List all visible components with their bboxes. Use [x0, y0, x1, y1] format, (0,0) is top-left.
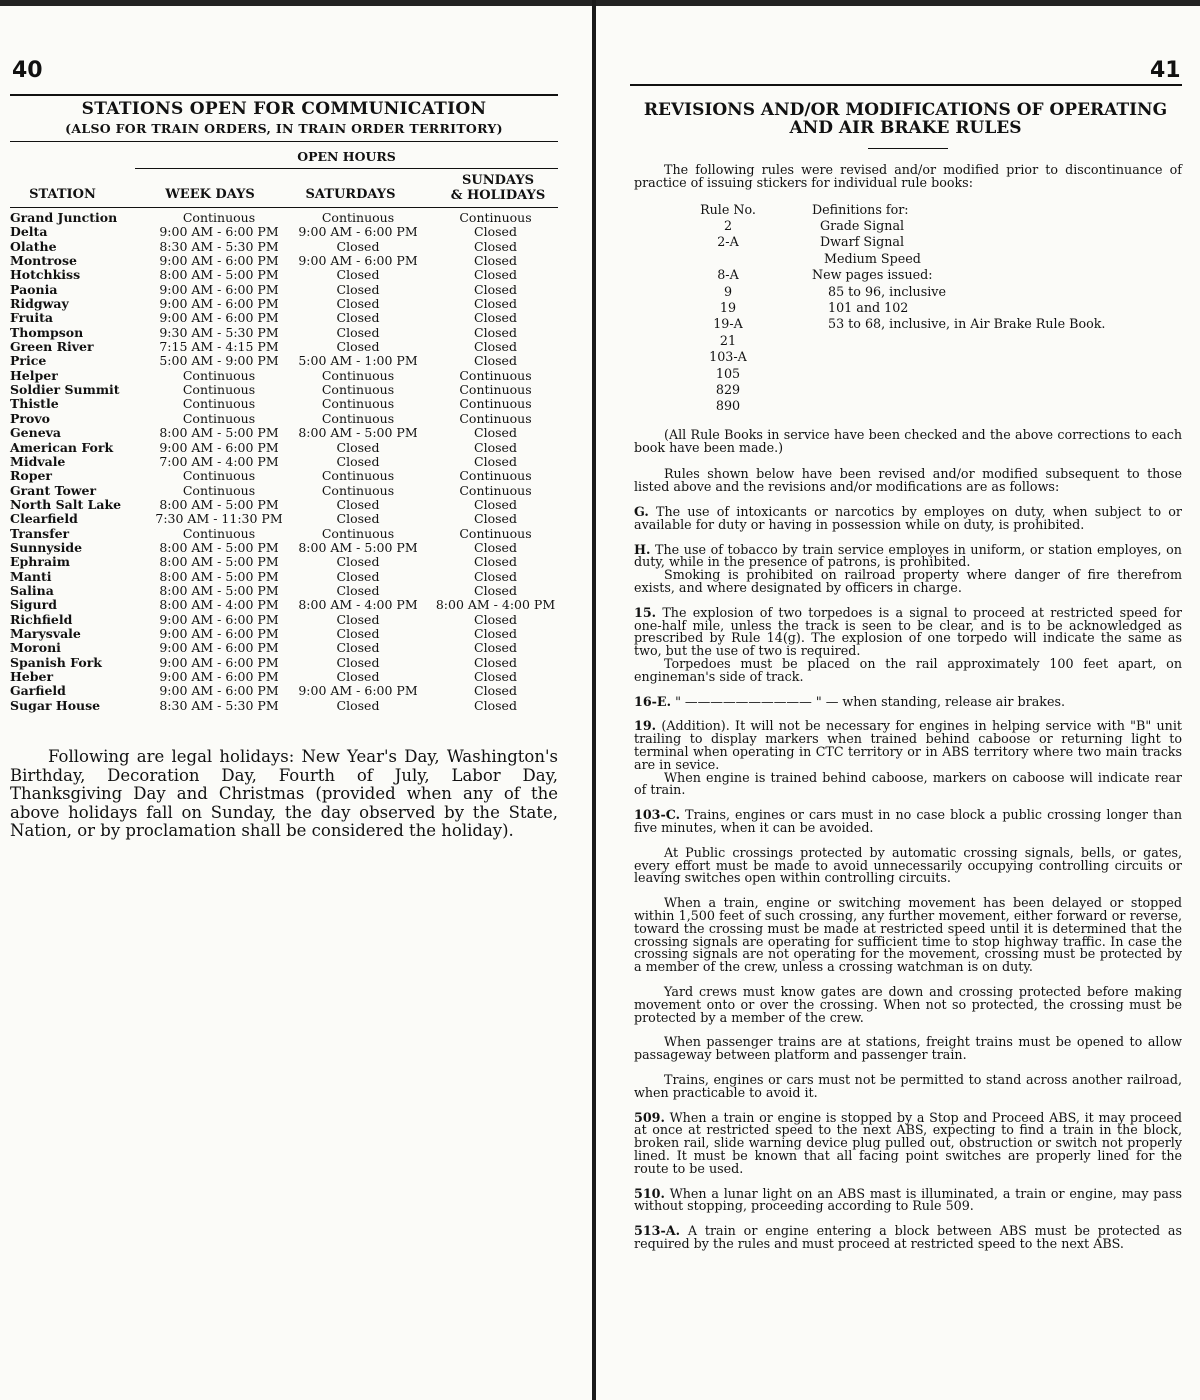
rule-definition: 101 and 102	[828, 300, 909, 316]
station-row	[10, 527, 568, 541]
intro-paragraph: The following rules were revised and/or modified prior to discontinuance of practice of issuing stickers for individual rule books:	[634, 162, 1182, 190]
sundays-hours: Closed	[474, 611, 517, 627]
col-station: STATION	[29, 187, 96, 202]
weekdays-hours: 9:00 AM - 6:00 PM	[159, 296, 279, 312]
weekdays-hours: 9:00 AM - 6:00 PM	[159, 669, 279, 684]
rule-number: 16-E.	[634, 693, 672, 709]
rule-number: 19.	[634, 718, 657, 734]
saturdays-hours: Continuous	[321, 482, 395, 498]
station-row	[10, 297, 568, 311]
rule-definition: New pages issued:	[812, 267, 933, 283]
sundays-hours: Continuous	[459, 367, 532, 383]
weekdays-hours: 9:00 AM - 6:00 PM	[159, 439, 279, 455]
weekdays-hours: 8:30 AM - 5:30 PM	[159, 697, 279, 713]
rule-h	[634, 541, 1182, 570]
rule-text: The use of intoxicants or narcotics by employes on duty, when subject to or available for duty or having in possession while on duty, is prohibited.	[634, 504, 1182, 532]
rule-no: 2	[723, 218, 733, 233]
sundays-hours: Continuous	[459, 525, 532, 541]
weekdays-hours: 8:00 AM - 5:00 PM	[159, 554, 279, 570]
sundays-hours: Closed	[474, 625, 517, 641]
weekdays-hours: 8:00 AM - 5:00 PM	[159, 568, 279, 584]
station-name: Sigurd	[10, 597, 57, 613]
rule-list-row	[660, 382, 1105, 398]
station-name: American Fork	[10, 439, 114, 455]
station-row	[10, 240, 568, 254]
rule-list-row	[660, 316, 1105, 332]
station-row	[10, 555, 568, 569]
station-row	[10, 354, 568, 368]
saturdays-hours: Continuous	[321, 210, 395, 225]
saturdays-hours: Continuous	[321, 468, 395, 484]
sundays-hours: Closed	[474, 697, 517, 713]
station-name: Geneva	[10, 425, 62, 441]
weekdays-hours: 9:00 AM - 6:00 PM	[159, 611, 279, 627]
saturdays-hours: 9:00 AM - 6:00 PM	[298, 683, 418, 699]
weekdays-hours: Continuous	[182, 482, 256, 498]
station-name: Grand Junction	[10, 210, 118, 225]
weekdays-hours: 7:30 AM - 11:30 PM	[155, 511, 283, 527]
rule-510	[634, 1185, 1182, 1214]
station-row	[10, 412, 568, 426]
rule-text: When a train or engine is stopped by a Stop and Proceed ABS, it may proceed at once at restricted speed to the next ABS, expecting to find a train in the block, broken rail, slide warning device plug pulled out, obstruction or switch not properly lined. It must be known that all facing point switches are properly lined for the route to be used.	[634, 1109, 1182, 1176]
open-hours-label: OPEN HOURS	[297, 149, 396, 164]
station-name: North Salt Lake	[10, 496, 122, 512]
weekdays-hours: 8:00 AM - 4:00 PM	[159, 597, 279, 613]
definitions-header: Definitions for:	[812, 201, 909, 217]
rule-text: Trains, engines or cars must in no case block a public crossing longer than five minutes, when it can be avoided.	[634, 807, 1182, 835]
rule-no: 103-A	[709, 349, 747, 365]
weekdays-hours: Continuous	[182, 396, 256, 412]
station-row	[10, 455, 568, 469]
right-page	[598, 0, 1200, 1400]
saturdays-hours: Closed	[336, 453, 380, 469]
rule-103c-p3: Yard crews must know gates are down and crossing protected before making movement onto or over the crossing. When not so protected, the crossing must be protected by a member of the crew.	[634, 983, 1182, 1025]
station-name: Clearfield	[10, 511, 78, 527]
rule-definition: 53 to 68, inclusive, in Air Brake Rule Book.	[828, 316, 1106, 332]
rule-103c-p5: Trains, engines or cars must not be permitted to stand across another railroad, when practicable to avoid it.	[634, 1071, 1182, 1100]
rule-no: 829	[715, 382, 741, 398]
rule-number: 510.	[634, 1185, 665, 1201]
weekdays-hours: 7:00 AM - 4:00 PM	[159, 453, 279, 469]
col-sundays-line1: SUNDAYS	[462, 173, 534, 188]
sundays-hours: Closed	[474, 253, 517, 269]
station-name: Sunnyside	[10, 539, 83, 555]
sundays-hours: Closed	[474, 669, 517, 684]
saturdays-hours: Continuous	[321, 382, 395, 398]
station-name: Heber	[10, 669, 54, 684]
sundays-hours: Closed	[474, 281, 517, 297]
weekdays-hours: 7:15 AM - 4:15 PM	[159, 339, 279, 355]
col-weekdays: WEEK DAYS	[165, 187, 255, 202]
rule-list-row	[660, 218, 1105, 234]
station-row	[10, 613, 568, 627]
saturdays-hours: Closed	[336, 310, 380, 326]
station-name: Marysvale	[10, 625, 81, 641]
table-header-rule	[10, 207, 558, 208]
saturdays-hours: Closed	[336, 554, 380, 570]
station-name: Hotchkiss	[10, 267, 81, 283]
station-row	[10, 469, 568, 483]
saturdays-hours: 9:00 AM - 6:00 PM	[298, 224, 418, 240]
station-row	[10, 641, 568, 655]
saturdays-hours: Closed	[336, 281, 380, 297]
weekdays-hours: 5:00 AM - 9:00 PM	[159, 353, 279, 369]
rule-no	[660, 251, 812, 267]
rule-no: 9	[723, 283, 733, 299]
sundays-hours: Closed	[474, 353, 517, 369]
stations-table	[10, 211, 568, 713]
station-row	[10, 225, 568, 239]
saturdays-hours: Closed	[336, 625, 380, 641]
rule-15	[634, 604, 1182, 659]
sundays-hours: Closed	[474, 267, 517, 283]
rule-text: " —————————— " — when standing, release air brakes.	[675, 693, 1066, 709]
saturdays-hours: Closed	[336, 238, 380, 254]
sundays-hours: Continuous	[459, 410, 532, 426]
page-title: STATIONS OPEN FOR COMMUNICATION	[81, 99, 487, 119]
rule-list-row	[660, 398, 1105, 414]
left-page	[0, 0, 590, 1400]
station-name: Midvale	[10, 453, 66, 469]
station-row	[10, 627, 568, 641]
saturdays-hours: Closed	[336, 654, 380, 670]
sundays-hours: Closed	[474, 582, 517, 598]
rule-definition: 85 to 96, inclusive	[828, 283, 946, 299]
station-name: Thompson	[10, 324, 84, 340]
sundays-hours: Continuous	[459, 482, 532, 498]
sundays-hours: Continuous	[459, 468, 532, 484]
station-row	[10, 283, 568, 297]
weekdays-hours: Continuous	[182, 468, 256, 484]
rule-16e	[634, 693, 1182, 709]
sundays-hours: Closed	[474, 439, 517, 455]
page-title	[628, 101, 1183, 137]
saturdays-hours: 9:00 AM - 6:00 PM	[298, 253, 418, 269]
station-name: Helper	[10, 367, 58, 383]
sundays-hours: Continuous	[459, 396, 532, 412]
sundays-hours: Closed	[474, 511, 517, 527]
open-hours-rule	[135, 168, 558, 169]
page-number: 40	[12, 58, 43, 83]
station-name: Thistle	[10, 396, 59, 412]
weekdays-hours: 8:30 AM - 5:30 PM	[159, 238, 279, 254]
rule-text: When a lunar light on an ABS mast is illuminated, a train or engine, may pass without stopping, proceeding according to Rule 509.	[634, 1185, 1182, 1214]
station-name: Paonia	[10, 281, 58, 297]
station-name: Grant Tower	[10, 482, 97, 498]
rule-number: 103-C.	[634, 807, 681, 823]
saturdays-hours: 8:00 AM - 4:00 PM	[298, 597, 418, 613]
saturdays-hours: Closed	[336, 669, 380, 684]
station-row	[10, 656, 568, 670]
saturdays-hours: Closed	[336, 296, 380, 312]
station-row	[10, 311, 568, 325]
station-row	[10, 570, 568, 584]
station-row	[10, 441, 568, 455]
station-name: Provo	[10, 410, 50, 426]
legal-holidays-paragraph: Following are legal holidays: New Year's Day, Washington's Birthday, Decoration Day, Fourth of July, Labor Day, Thanksgiving Day and Christmas (provided when any of the above holidays fall on Sunday, the day observed by the State, Nation, or by proclamation shall be considered the holiday).	[10, 747, 558, 840]
station-row	[10, 670, 568, 684]
station-name: Salina	[10, 582, 54, 598]
weekdays-hours: 8:00 AM - 5:00 PM	[159, 496, 279, 512]
saturdays-hours: Closed	[336, 267, 380, 283]
rule-103c-p1: At Public crossings protected by automatic crossing signals, bells, or gates, every effort must be made to avoid unnecessarily occupying controlling circuits or leaving switches open within controlling circuits.	[634, 844, 1182, 886]
rule-no-header: Rule No.	[700, 201, 756, 217]
station-row	[10, 598, 568, 612]
sundays-hours: 8:00 AM - 4:00 PM	[435, 597, 556, 613]
rule-no: 19	[719, 300, 737, 316]
saturdays-hours: 5:00 AM - 1:00 PM	[298, 353, 418, 369]
rule-number: H.	[634, 541, 651, 557]
rule-list-row	[660, 267, 1105, 283]
rule-list-table	[660, 202, 1105, 415]
weekdays-hours: 9:30 AM - 5:30 PM	[159, 324, 279, 340]
rule-no: 2-A	[717, 234, 739, 250]
station-row	[10, 684, 568, 698]
station-name: Price	[10, 353, 47, 369]
header-rule	[630, 84, 1182, 86]
station-row	[10, 541, 568, 555]
station-name: Fruita	[10, 310, 53, 326]
station-row	[10, 498, 568, 512]
station-name: Spanish Fork	[10, 654, 102, 670]
rule-list-row	[660, 300, 1105, 316]
sundays-hours: Continuous	[459, 210, 532, 225]
rule-no: 8-A	[717, 267, 739, 283]
weekdays-hours: Continuous	[182, 525, 256, 541]
sundays-hours: Closed	[474, 453, 517, 469]
sundays-hours: Closed	[474, 496, 517, 512]
rule-definition	[812, 333, 1105, 349]
rule-19-sub: When engine is trained behind caboose, markers on caboose will indicate rear of train.	[634, 769, 1182, 798]
sundays-hours: Closed	[474, 296, 517, 312]
saturdays-hours: Continuous	[321, 396, 395, 412]
station-row	[10, 369, 568, 383]
sundays-hours: Closed	[474, 339, 517, 355]
station-name: Manti	[10, 568, 52, 584]
page-title-line2: AND AIR BRAKE RULES	[789, 118, 1022, 138]
rule-definition	[812, 349, 1105, 365]
weekdays-hours: Continuous	[182, 210, 256, 225]
saturdays-hours: Closed	[336, 324, 380, 340]
saturdays-hours: Closed	[336, 339, 380, 355]
saturdays-hours: Closed	[336, 511, 380, 527]
rule-list-row	[660, 251, 1105, 267]
saturdays-hours: Closed	[336, 611, 380, 627]
weekdays-hours: 9:00 AM - 6:00 PM	[159, 654, 279, 670]
rule-list-row	[660, 349, 1105, 365]
rule-list-row	[660, 333, 1105, 349]
rule-definition: Dwarf Signal	[820, 234, 905, 250]
saturdays-hours: Closed	[336, 439, 380, 455]
subsequent-paragraph: Rules shown below have been revised and/or modified subsequent to those listed above and the revisions and/or modifications are as follows:	[634, 466, 1182, 495]
station-row	[10, 326, 568, 340]
weekdays-hours: 9:00 AM - 6:00 PM	[159, 281, 279, 297]
sundays-hours: Closed	[474, 554, 517, 570]
station-name: Delta	[10, 224, 48, 240]
weekdays-hours: 9:00 AM - 6:00 PM	[159, 640, 279, 656]
sundays-hours: Closed	[474, 238, 517, 254]
station-name: Moroni	[10, 640, 61, 656]
station-row	[10, 211, 568, 225]
station-row	[10, 426, 568, 440]
rules-body	[634, 164, 1182, 1263]
rule-list-row	[660, 234, 1105, 250]
saturdays-hours: Continuous	[321, 410, 395, 426]
title-short-rule	[868, 148, 948, 149]
station-name: Roper	[10, 468, 53, 484]
station-row	[10, 383, 568, 397]
weekdays-hours: 9:00 AM - 6:00 PM	[159, 625, 279, 641]
col-sundays	[423, 173, 573, 203]
saturdays-hours: Closed	[336, 568, 380, 584]
station-row	[10, 584, 568, 598]
rule-509	[634, 1109, 1182, 1176]
sundays-hours: Closed	[474, 425, 517, 441]
sundays-hours: Closed	[474, 640, 517, 656]
rule-text: The explosion of two torpedoes is a signal to proceed at restricted speed for one-half mile, unless the track is seen to be clear, and is to be acknowledged as prescribed by Rule 14(g). The explosion of one torpedo will indicate the same as two, but the use of two is required.	[634, 604, 1182, 659]
station-name: Sugar House	[10, 697, 101, 713]
saturdays-hours: 8:00 AM - 5:00 PM	[298, 425, 418, 441]
rule-number: 15.	[634, 604, 657, 620]
sundays-hours: Closed	[474, 324, 517, 340]
rule-no: 890	[715, 398, 741, 414]
station-name: Olathe	[10, 238, 57, 254]
station-name: Soldier Summit	[10, 382, 120, 398]
weekdays-hours: 9:00 AM - 6:00 PM	[159, 683, 279, 699]
station-name: Transfer	[10, 525, 70, 541]
rule-no: 21	[719, 332, 737, 348]
rule-15-sub: Torpedoes must be placed on the rail approximately 100 feet apart, on engineman's side of track.	[634, 656, 1182, 684]
rule-103c-p2: When a train, engine or switching movement has been delayed or stopped within 1,500 feet of such crossing, any further movement, either forward or reverse, toward the crossing must be made at restricted speed until it is determined that the crossing signals are operating for sufficient time to stop highway traffic. In case the crossing signals are not operating for the movement, crossing must be protected by a member of the crew, unless a crossing watchman is on duty.	[634, 895, 1182, 975]
station-row	[10, 268, 568, 282]
sundays-hours: Closed	[474, 310, 517, 326]
rule-103c-p4: When passenger trains are at stations, freight trains must be opened to allow passageway between platform and passenger train.	[634, 1034, 1182, 1063]
weekdays-hours: Continuous	[182, 382, 256, 398]
header-rule	[10, 94, 558, 96]
station-row	[10, 699, 568, 713]
saturdays-hours: Closed	[336, 582, 380, 598]
rule-definition	[812, 366, 1105, 382]
rule-19	[634, 720, 1182, 771]
weekdays-hours: 9:00 AM - 6:00 PM	[159, 253, 279, 269]
weekdays-hours: 9:00 AM - 6:00 PM	[159, 224, 279, 240]
sundays-hours: Continuous	[459, 382, 532, 398]
saturdays-hours: Closed	[336, 697, 380, 713]
saturdays-hours: 8:00 AM - 5:00 PM	[298, 539, 418, 555]
weekdays-hours: 8:00 AM - 5:00 PM	[159, 582, 279, 598]
station-row	[10, 340, 568, 354]
weekdays-hours: 9:00 AM - 6:00 PM	[159, 310, 279, 326]
station-name: Richfield	[10, 611, 73, 627]
page-title-line1: REVISIONS AND/OR MODIFICATIONS OF OPERATING	[643, 100, 1168, 120]
page-subtitle: (ALSO FOR TRAIN ORDERS, IN TRAIN ORDER TERRITORY)	[65, 121, 503, 136]
weekdays-hours: 8:00 AM - 5:00 PM	[159, 539, 279, 555]
page-number: 41	[1150, 58, 1181, 83]
sundays-hours: Closed	[474, 568, 517, 584]
rule-definition	[812, 382, 1105, 398]
station-row	[10, 484, 568, 498]
col-sundays-line2: & HOLIDAYS	[450, 188, 546, 203]
station-name: Ephraim	[10, 554, 71, 570]
rule-number: 513-A.	[634, 1223, 681, 1239]
weekdays-hours: Continuous	[182, 367, 256, 383]
sundays-hours: Closed	[474, 654, 517, 670]
col-saturdays: SATURDAYS	[305, 187, 396, 202]
rule-definition: Grade Signal	[820, 218, 905, 233]
station-row	[10, 512, 568, 526]
station-name: Ridgway	[10, 296, 69, 312]
weekdays-hours: 8:00 AM - 5:00 PM	[159, 425, 279, 441]
saturdays-hours: Continuous	[321, 367, 395, 383]
saturdays-hours: Closed	[336, 496, 380, 512]
rule-text: A train or engine entering a block between ABS must be protected as required by the rules and must proceed at restricted speed to the next ABS.	[634, 1223, 1182, 1251]
sundays-hours: Closed	[474, 683, 517, 699]
rule-number: G.	[634, 504, 649, 520]
rule-text: The use of tobacco by train service employes in uniform, or station employes, on duty, while in the presence of patrons, is prohibited.	[634, 541, 1182, 570]
rule-513a	[634, 1225, 1182, 1251]
rule-list-row	[660, 284, 1105, 300]
saturdays-hours: Continuous	[321, 525, 395, 541]
station-name: Green River	[10, 339, 94, 355]
checked-paragraph: (All Rule Books in service have been checked and the above corrections to each book have been made.)	[634, 426, 1182, 455]
weekdays-hours: 8:00 AM - 5:00 PM	[159, 267, 279, 283]
weekdays-hours: Continuous	[182, 410, 256, 426]
station-row	[10, 254, 568, 268]
rule-list-row	[660, 366, 1105, 382]
book-gutter	[592, 0, 596, 1400]
station-name: Garfield	[10, 683, 66, 699]
sundays-hours: Closed	[474, 539, 517, 555]
rule-text: (Addition). It will not be necessary for engines in helping service with "B" unit trailing to display markers when trained behind caboose or returning light to terminal when operating in CTC territory or in ABS territory where two main tracks are in sevice.	[634, 718, 1182, 772]
station-row	[10, 397, 568, 411]
rule-no: 105	[715, 365, 741, 381]
rule-number: 509.	[634, 1109, 665, 1125]
subtitle-rule	[10, 141, 558, 142]
rule-103c	[634, 809, 1182, 835]
rule-h-sub: Smoking is prohibited on railroad property where danger of fire therefrom exists, and where designated by officers in charge.	[634, 567, 1182, 596]
sundays-hours: Closed	[474, 224, 517, 240]
station-name: Montrose	[10, 253, 77, 269]
saturdays-hours: Closed	[336, 640, 380, 656]
rule-no: 19-A	[713, 316, 743, 332]
rule-g	[634, 506, 1182, 532]
rule-definition	[812, 398, 1105, 414]
rule-definition: Medium Speed	[824, 250, 921, 266]
